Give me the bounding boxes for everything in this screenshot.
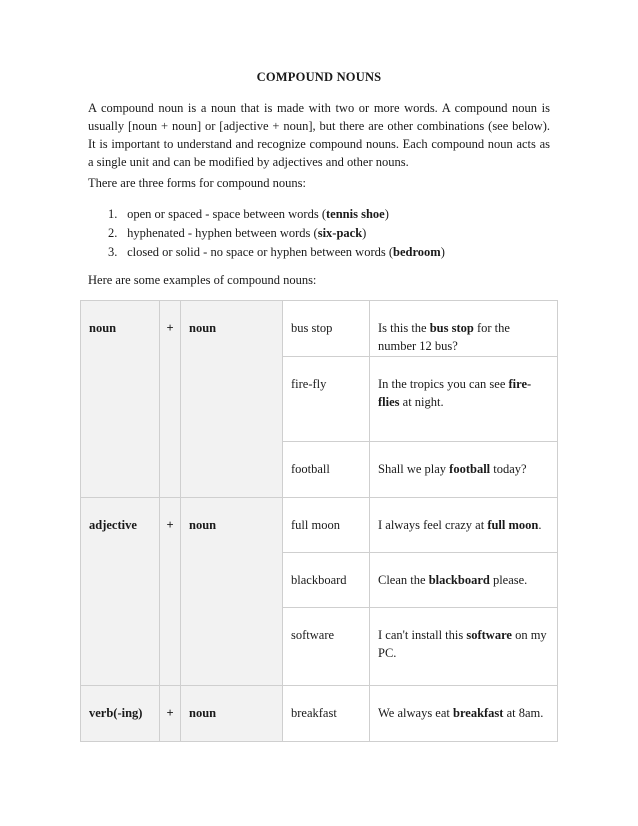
forms-list-item [108, 243, 548, 262]
second-part-cell: noun [181, 686, 283, 742]
compound-word-cell: football [283, 442, 370, 498]
form-example: bedroom [393, 245, 441, 259]
example-sentence-cell: Is this the bus stop for the number 12 bus? [370, 301, 558, 357]
form-example: tennis shoe [326, 207, 385, 221]
plus-cell: + [160, 686, 181, 742]
form-close: ) [440, 245, 445, 259]
compound-word-cell: breakfast [283, 686, 370, 742]
first-part-cell: adjective [81, 498, 160, 686]
compound-word-cell: bus stop [283, 301, 370, 357]
compound-word-cell: blackboard [283, 553, 370, 608]
example-sentence-cell: Shall we play football today? [370, 442, 558, 498]
compound-word-cell: software [283, 608, 370, 686]
list-number: 2. [108, 226, 118, 240]
form-close: ) [362, 226, 367, 240]
example-sentence-cell: I can't install this software on my PC. [370, 608, 558, 686]
example-sentence-cell: We always eat breakfast at 8am. [370, 686, 558, 742]
plus-cell: + [160, 301, 181, 498]
example-sentence-cell: I always feel crazy at full moon. [370, 498, 558, 553]
page-title: COMPOUND NOUNS [256, 70, 382, 84]
forms-list-item [108, 224, 548, 243]
examples-table [80, 300, 558, 742]
intro-paragraph: A compound noun is a noun that is made with two or more words. A compound noun is usually [noun + noun] or [adjective + noun], but there are other combinations (see below). It is important to understand and recognize compound nouns. Each compound noun acts as a single unit and can be modified by adjectives and other nouns. [88, 101, 550, 169]
example-sentence-cell: Clean the blackboard please. [370, 553, 558, 608]
table-row [81, 686, 558, 742]
form-description: hyphenated - hyphen between words ( [127, 226, 318, 240]
example-sentence-cell: In the tropics you can see fire-flies at night. [370, 357, 558, 442]
first-part-cell: noun [81, 301, 160, 498]
second-part-cell: noun [181, 498, 283, 686]
form-close: ) [384, 207, 389, 221]
forms-list-item [108, 205, 548, 224]
form-example: six-pack [317, 226, 363, 240]
forms-list [108, 205, 548, 262]
form-description: open or spaced - space between words ( [127, 207, 327, 221]
list-number: 1. [108, 207, 118, 221]
compound-word-cell: fire-fly [283, 357, 370, 442]
first-part-cell: verb(-ing) [81, 686, 160, 742]
form-description: closed or solid - no space or hyphen between words ( [127, 245, 394, 259]
table-row [81, 498, 558, 553]
plus-cell: + [160, 498, 181, 686]
table-row [81, 301, 558, 357]
examples-intro: Here are some examples of compound nouns: [88, 273, 317, 287]
compound-word-cell: full moon [283, 498, 370, 553]
list-number: 3. [108, 245, 118, 259]
second-part-cell: noun [181, 301, 283, 498]
forms-intro: There are three forms for compound nouns: [88, 176, 306, 190]
